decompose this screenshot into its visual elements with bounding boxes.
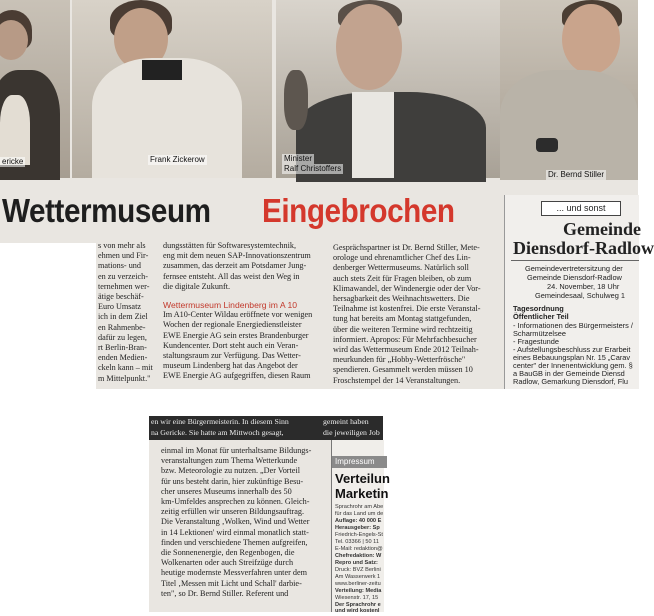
text-line: eines Bebauungsplan Nr. 15 „Carav <box>513 353 631 362</box>
article-column-2 <box>163 241 313 382</box>
text-line: Tel. 03366 | 50 11 <box>335 539 379 545</box>
text-line: Titel ‚Messen mit Licht und Schall' darbie- <box>161 578 302 588</box>
text-line: über die weiteren Termine wird rechtzeitig <box>333 324 473 334</box>
text-line: na Gericke. Sie hatte am Mittwoch gesagt, <box>151 428 284 437</box>
text-line: center" der Innenentwicklung gem. § <box>513 361 633 370</box>
text-line: bzw. Meteorologie zu nutzen. „Der Vorteil <box>161 466 300 476</box>
text-line: die Sonnenenergie, den Regenbogen, die <box>161 548 295 558</box>
article-column-1 <box>98 241 152 384</box>
text-line: Gemeinde Diensdorf-Radlow <box>527 273 622 282</box>
text-line: heutige modernste Messverfahren unter dem <box>161 568 307 578</box>
text-line: a BauGB in der Gemeinde Diensd <box>513 369 625 378</box>
text-line: Klimawandel, der Windenergie oder der Vor- <box>333 283 481 293</box>
text-line: einmal im Monat für unterhaltsame Bildungs- <box>161 446 312 455</box>
text-line: informiert. Apropos: Für Mehrfachbesucher <box>333 334 477 344</box>
text-line: ternehmen wer- <box>98 281 150 291</box>
text-line: Druck: BVZ Berlini <box>335 567 381 573</box>
impressum-title: Marketin <box>335 486 389 501</box>
photo-caption: Ralf Christoffers <box>284 164 342 173</box>
headline-right: Eingebrochen <box>262 192 455 229</box>
text-line: en zu verzeich- <box>98 271 149 281</box>
text-line: Kundencenter. Dort steht auch ein Veran- <box>163 340 299 350</box>
text-line: Repro und Satz: <box>335 560 378 566</box>
text-line: enden Medien- <box>98 353 148 363</box>
text-line: en Rahmenbe- <box>98 322 146 332</box>
text-line: 24. November, 18 Uhr <box>547 282 620 291</box>
text-line: ätige beschäf- <box>98 292 144 302</box>
sidebar-title: Gemeinde <box>563 219 641 239</box>
text-line: staltungsraum zur Verfügung. Das Wetter- <box>163 351 301 361</box>
text-line: spendieren. Gesammelt werden müssen 10 <box>333 365 473 375</box>
text-line: tung hat bereits am Montag stattgefunden, <box>333 314 472 324</box>
text-line: ich in dem Ziel <box>98 312 148 322</box>
text-line: fernsee entsteht. All das weist den Weg in <box>163 271 300 281</box>
text-line: zusammen, das derzeit am Potsdamer Jung- <box>163 261 307 271</box>
text-line: EWE Energie AG aufgegriffen, diesen Raum <box>163 371 311 381</box>
agenda-title: Öffentlicher Teil <box>513 312 569 321</box>
newspaper-clipping-bottom <box>149 416 390 614</box>
photo-caption: Dr. Bernd Stiller <box>548 170 605 179</box>
text-line: Teilnahme ist kostenfrei. Die erste Veranstal- <box>333 304 481 314</box>
text-line: orologe und ehrenamtlicher Chef des Lin- <box>333 253 471 263</box>
text-line: denberger Wettermuseums. Natürlich soll <box>333 263 469 273</box>
photo-bernd-stiller <box>500 0 638 178</box>
text-line: für uns besteht darin, hier zukünftige Besu- <box>161 476 304 486</box>
text-line: www.berliner-zeitu <box>335 581 381 587</box>
text-line: ten", so Dr. Bernd Stiller. Referent und <box>161 588 289 598</box>
text-line: finden und verschiedene Themen aufgreifen, <box>161 537 308 547</box>
photo-caption: ericke <box>2 157 24 166</box>
text-line: - Fragestunde <box>513 337 560 346</box>
photo-frank-zickerow <box>72 0 272 178</box>
text-line: Wiesenstr. 17, 15 <box>335 595 379 601</box>
text-line: ehmen und Fir- <box>98 251 149 261</box>
divider <box>511 260 639 261</box>
text-line: Auflage: 40 000 E <box>335 518 382 524</box>
text-line: hersagbarkeit des Weihnachtswetters. Die <box>333 294 470 304</box>
text-line: mations- und <box>98 261 141 271</box>
text-line: EWE Energie AG sein erstes Brandenburger <box>163 330 309 340</box>
text-line: Die Veranstaltung ‚Wolken, Wind und Wetter <box>161 517 310 527</box>
text-line: Froschstempel der 14 Veranstaltungen. <box>333 375 461 385</box>
text-line: s von mehr als <box>98 241 146 250</box>
text-line: rt Berlin-Bran- <box>98 343 147 353</box>
text-line: meurkunden für „Hobby-Wetterfrösche" <box>333 355 466 365</box>
text-line: km-Umfeldes ansprechen zu können. Gleich- <box>161 497 310 507</box>
text-line: Herausgeber: Sp <box>335 525 380 531</box>
text-line: auch stets Zeit für Fragen bleiben, ob zum <box>333 273 472 283</box>
text-line: und wird kostenl <box>335 608 380 614</box>
text-line: Scharmützelsee <box>513 329 566 338</box>
sidebar-title: Diensdorf-Radlow <box>513 238 654 258</box>
text-line: Der Sprachrohr e <box>335 602 381 608</box>
text-line: Gesprächspartner ist Dr. Bernd Stiller, Mete- <box>333 243 480 252</box>
text-line: veranstaltungen zum Thema Wetterkunde <box>161 456 298 466</box>
text-line: zeitig erfüllen wir unseren Bildungsauftrag. <box>161 507 305 517</box>
photo-caption: Frank Zickerow <box>150 155 205 164</box>
sidebar-tag: ... und sonst <box>541 201 621 216</box>
photo-mayor <box>0 0 70 178</box>
text-line: museum Lindenberg hat das Angebot der <box>163 361 298 371</box>
text-line: Verteilung: Media <box>335 588 382 594</box>
text-line: Euro Umsatz <box>98 302 141 312</box>
text-line: dungsstätten für Softwaresystemtechnik, <box>163 241 297 250</box>
text-line: Sprachrohr am Abe <box>335 504 384 510</box>
photo-caption: Minister <box>284 154 313 163</box>
agenda-title: Tagesordnung <box>513 304 564 313</box>
text-line: Im A10-Center Wildau eröffnete vor wenigen <box>163 310 313 320</box>
article-subhead: Wettermuseum Lindenberg im A 10 <box>163 300 298 311</box>
white-mask <box>0 243 96 389</box>
impressum-box <box>331 440 390 614</box>
text-line: Wolkenarten oder auch Streifzüge durch <box>161 558 294 568</box>
text-line: Chefredaktion: W <box>335 553 382 559</box>
text-line: für das Land um de <box>335 511 384 517</box>
text-line: m Mittelpunkt." <box>98 373 151 383</box>
text-line: Radlow, Gemarkung Diensdorf, Flu <box>513 377 629 386</box>
headline-left: Wettermuseum <box>2 192 211 229</box>
photo-ralf-christoffers <box>276 0 500 178</box>
text-line: gemeint haben <box>323 417 369 426</box>
text-line: en wir eine Bürgermeisterin. In diesem Sinn <box>151 417 289 426</box>
sidebar-und-sonst <box>504 195 654 389</box>
text-line: ckeln kann – mit <box>98 363 153 373</box>
text-line: eng mit dem neuen SAP-Innovationszentrum <box>163 251 311 261</box>
article-column-3 <box>333 243 499 386</box>
text-line: Friedrich-Engels-St <box>335 532 383 538</box>
text-line: Gemeindesaal, Schulweg 1 <box>535 291 625 300</box>
text-line: cher unseres Museums innerhalb des 50 <box>161 486 292 496</box>
text-line: in 14 Lektionen' wird einmal monatlich statt- <box>161 527 309 537</box>
impressum-label: Impressum <box>332 456 387 468</box>
text-line: dafür zu legen, <box>98 332 147 342</box>
text-line: die digitale Zukunft. <box>163 281 231 291</box>
text-line: E-Mail: redaktion@ <box>335 546 383 552</box>
impressum-title: Verteilun <box>335 471 390 486</box>
text-line: Wochen der regionale Energiedienstleister <box>163 320 302 330</box>
text-line: Am Wasserwerk 1 <box>335 574 381 580</box>
text-line: Gemeindevertretersitzung der <box>525 264 623 273</box>
text-line: wird das Wettermuseum Ende 2012 Teilnah- <box>333 345 479 355</box>
article-column-bottom <box>161 446 329 599</box>
text-line: die jeweiligen Job <box>323 428 380 437</box>
text-line: - Informationen des Bürgermeisters / <box>513 321 633 330</box>
text-line: - Aufstellungsbeschluss zur Erarbeit <box>513 345 631 354</box>
